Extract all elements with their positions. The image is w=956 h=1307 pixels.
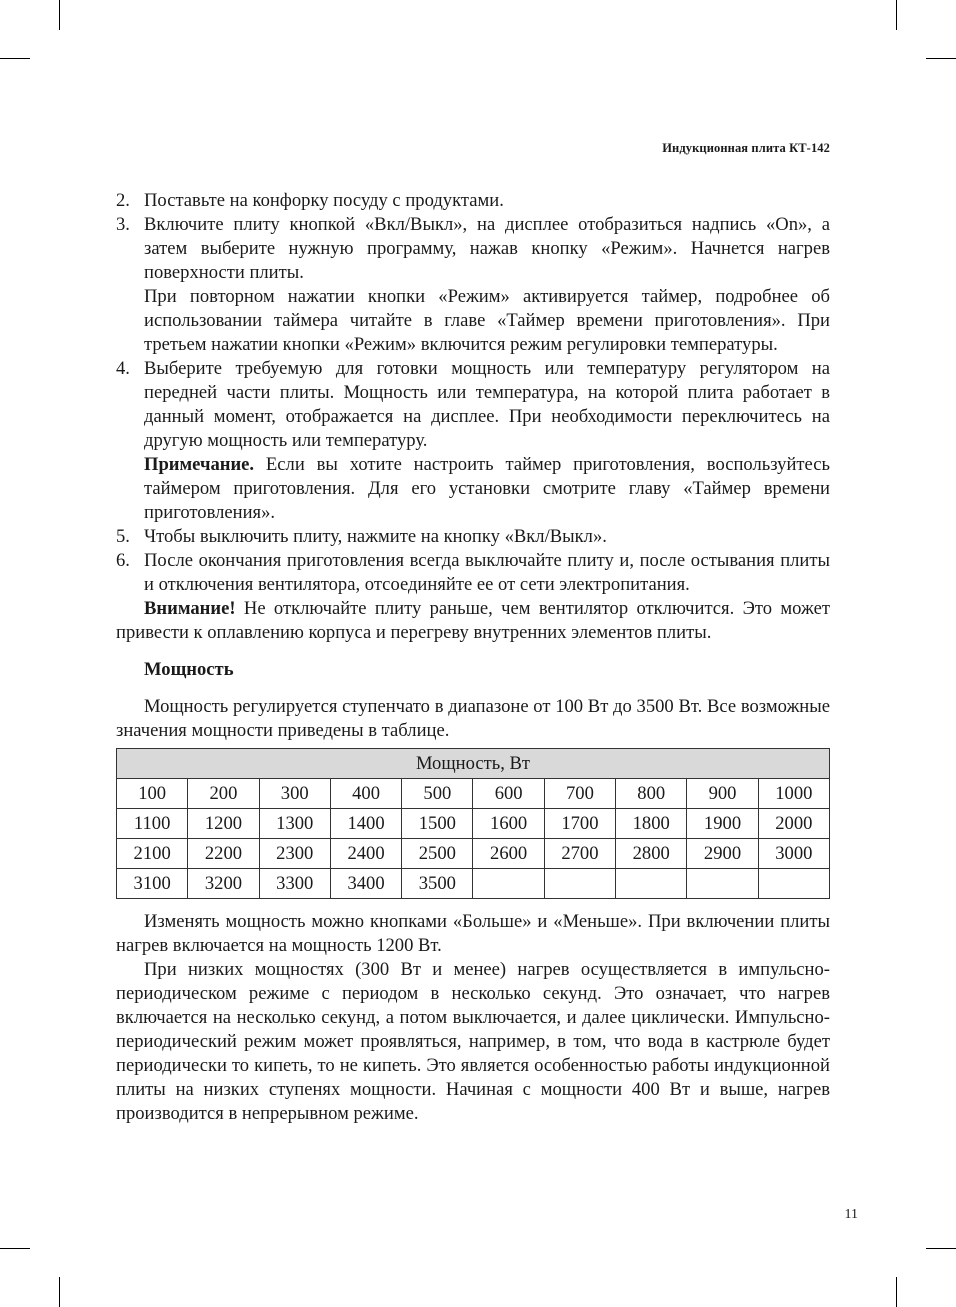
note-text: Если вы хотите настроить таймер приготовления, воспользуйтесь таймером приготовления. Для его установки смотрите главу «Таймер времени приготовления».	[144, 454, 830, 523]
table-cell: 700	[544, 779, 615, 809]
paragraph: Чтобы выключить плиту, нажмите на кнопку «Вкл/Выкл».	[144, 526, 607, 547]
paragraph: Поставьте на конфорку посуду с продуктами.	[144, 190, 504, 211]
table-cell: 400	[330, 779, 401, 809]
list-item	[116, 525, 830, 549]
paragraph: Изменять мощность можно кнопками «Больше» и «Меньше». При включении плиты нагрев включается на мощность 1200 Вт.	[116, 911, 830, 956]
instruction-list	[116, 189, 830, 645]
table-cell: 3500	[402, 869, 473, 899]
paragraph: При низких мощностях (300 Вт и менее) нагрев осуществляется в импульсно-периодическом режиме с периодом в несколько секунд. Это означает, что нагрев включается на несколько секунд, а потом выключается, и далее циклически. Импульсно-периодический режим может проявляться, например, в том, что вода в кастрюле будет периодически то кипеть, то не кипеть. Это является особенностью работы индукционной плиты на низких ступенях мощности. Начиная с мощности 400 Вт и выше, нагрев производится в непрерывном режиме.	[116, 959, 830, 1124]
page-number: 11	[844, 1207, 858, 1222]
table-cell: 1900	[687, 809, 758, 839]
table-cell: 3400	[330, 869, 401, 899]
table-cell: 800	[616, 779, 687, 809]
table-cell	[544, 869, 615, 899]
crop-mark	[59, 0, 60, 30]
page-content	[116, 189, 830, 1126]
table-cell: 2200	[188, 839, 259, 869]
table-cell: 900	[687, 779, 758, 809]
table-cell: 3300	[259, 869, 330, 899]
table-cell: 1300	[259, 809, 330, 839]
item-number: 5.	[116, 526, 130, 547]
table-cell: 2800	[616, 839, 687, 869]
crop-mark	[926, 58, 956, 59]
crop-mark	[0, 58, 30, 59]
table-cell: 3100	[117, 869, 188, 899]
warning-text: Не отключайте плиту раньше, чем вентилятор отключится. Это может привести к оплавлению корпуса и перегреву внутренних элементов плиты.	[116, 598, 830, 643]
power-table	[116, 748, 830, 899]
table-cell: 1800	[616, 809, 687, 839]
table-cell: 1200	[188, 809, 259, 839]
crop-mark	[926, 1248, 956, 1249]
running-header: Индукционная плита КТ-142	[662, 141, 830, 155]
table-row	[117, 839, 830, 869]
table-cell	[687, 869, 758, 899]
crop-mark	[896, 0, 897, 30]
table-cell: 600	[473, 779, 544, 809]
crop-mark	[0, 1248, 30, 1249]
table-cell: 2100	[117, 839, 188, 869]
crop-mark	[59, 1277, 60, 1307]
item-number: 4.	[116, 358, 130, 379]
table-cell: 2900	[687, 839, 758, 869]
list-item	[116, 357, 830, 525]
table-cell	[473, 869, 544, 899]
table-cell: 500	[402, 779, 473, 809]
table-row	[117, 779, 830, 809]
paragraph: После окончания приготовления всегда выключайте плиту и, после остывания плиты и отключения вентилятора, отсоединяйте ее от сети электропитания.	[144, 550, 830, 595]
table-cell: 1400	[330, 809, 401, 839]
warning-label: Внимание!	[144, 598, 236, 619]
table-cell: 2600	[473, 839, 544, 869]
table-cell: 2700	[544, 839, 615, 869]
table-cell: 1700	[544, 809, 615, 839]
table-cell: 3000	[758, 839, 829, 869]
note-label: Примечание.	[144, 454, 255, 475]
table-cell: 1000	[758, 779, 829, 809]
table-body	[117, 779, 830, 899]
item-number: 3.	[116, 214, 130, 235]
table-cell: 300	[259, 779, 330, 809]
table-cell: 1600	[473, 809, 544, 839]
crop-mark	[896, 1277, 897, 1307]
section-title: Мощность	[144, 659, 234, 680]
paragraph: Включите плиту кнопкой «Вкл/Выкл», на дисплее отобразиться надпись «On», а затем выберите нужную программу, нажав кнопку «Режим». Начнется нагрев поверхности плиты.	[144, 214, 830, 283]
table-cell	[758, 869, 829, 899]
item-number: 6.	[116, 550, 130, 571]
table-cell: 2400	[330, 839, 401, 869]
list-item	[116, 549, 830, 645]
table-cell: 100	[117, 779, 188, 809]
table-row	[117, 809, 830, 839]
note-paragraph	[144, 453, 830, 525]
table-cell: 2500	[402, 839, 473, 869]
table-cell: 2300	[259, 839, 330, 869]
table-cell: 2000	[758, 809, 829, 839]
table-cell	[616, 869, 687, 899]
table-header: Мощность, Вт	[117, 749, 830, 779]
paragraph: Выберите требуемую для готовки мощность или температуру регулятором на передней части плиты. Мощность или температура, на которой плита работает в данный момент, отображается на дисплее. При необходимости переключитесь на другую мощность или температуру.	[144, 358, 830, 451]
table-cell: 1100	[117, 809, 188, 839]
list-item	[116, 213, 830, 357]
paragraph: При повторном нажатии кнопки «Режим» активируется таймер, подробнее об использовании таймера читайте в главе «Таймер времени приготовления». При третьем нажатии кнопки «Режим» включится режим регулировки температуры.	[144, 286, 830, 355]
item-number: 2.	[116, 190, 130, 211]
section-intro: Мощность регулируется ступенчато в диапазоне от 100 Вт до 3500 Вт. Все возможные значения мощности приведены в таблице.	[116, 696, 830, 741]
table-cell: 200	[188, 779, 259, 809]
table-cell: 3200	[188, 869, 259, 899]
warning-paragraph	[116, 597, 830, 645]
table-row	[117, 869, 830, 899]
table-cell: 1500	[402, 809, 473, 839]
list-item	[116, 189, 830, 213]
